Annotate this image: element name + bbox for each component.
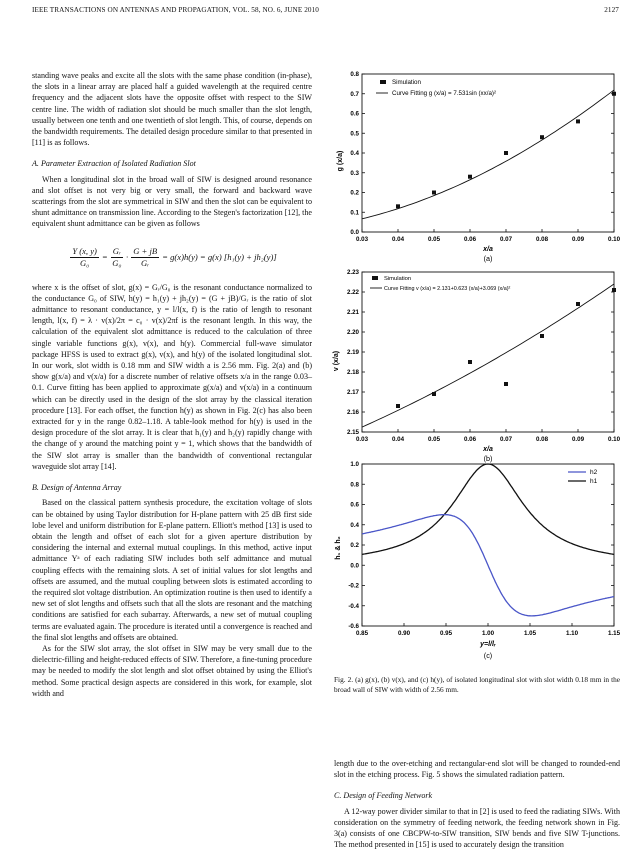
equation: $\frac{Y (x, y)}{\text{G₀}}$ = $\frac{\text{Gᵣ}}{\text{G₀}}$ · $\frac{G + jB}{\text{Gᵣ}}$ = g(x)h(y) = g(x) [h₁(y) + jh₂(y)] — [72, 245, 277, 269]
panel-label-b: (b) — [483, 454, 493, 463]
c-ytick-label: 0.0 — [350, 562, 359, 570]
c-ytick-label: -0.4 — [348, 602, 359, 610]
data-point-a — [504, 151, 508, 155]
ylabel-b: v (x/a) — [333, 350, 340, 372]
paragraph: length due to the over-etching and rectangular-end slot will be changed to rounded-end slot in the etching process. Fig. 5 shows the simulated radiation pattern. — [334, 759, 620, 780]
fit-curve-a — [362, 90, 614, 219]
data-point-b — [576, 302, 580, 306]
c-xtick-label: 1.10 — [565, 630, 579, 637]
figure-panel-c — [330, 456, 626, 666]
eq-rhs: = g(x)h(y) = g(x) [h₁(y) + jh₂(y)] — [162, 252, 277, 263]
b-xtick-label: 0.06 — [463, 436, 477, 443]
c-ytick-label: 0.4 — [350, 521, 359, 529]
b-ytick-label: 2.22 — [346, 289, 359, 297]
a-xtick-label: 0.06 — [463, 236, 477, 243]
section-heading-a: A. Parameter Extraction of Isolated Radiation Slot — [32, 159, 196, 169]
xlabel-b: x/a — [483, 446, 493, 453]
b-xtick-label: 0.10 — [607, 436, 621, 443]
a-xtick-label: 0.10 — [607, 236, 621, 243]
legend-b-line: Curve Fitting v (x/a) = 2.131+0.623 (x/a)+3.069 (x/a)² — [384, 286, 511, 292]
chart-b — [330, 266, 626, 464]
paragraph: Based on the classical pattern synthesis procedure, the excitation voltage of slots can be obtained by using Taylor distribution for H-plane pattern with 25 dB first side lobe level and uniform distribution for E-plane pattern. Elliott's method [13] is used to obtain the length and offset of each slot for a given aperture distribution by considering the internal and external mutual couplings. In this method, active input admittance Yᵃ of each radiating SIW includes both self admittance and mutual coupling effects with the remaining slots. A set of initial values for slot lengths and offsets are assumed, and the mutual coupling between slots is estimated according to the required slot voltage distribution. An optimization routine is then used to identify a new set of slot lengths and offsets such that all the slots are resonant and the matching conditions are satisfied for each subarray. Afterwards, a new set of mutual coupling terms are evaluated again. The procedure is iterated until a convergence is reached and the final slot lengths and offsets are obtained. — [32, 498, 312, 642]
b-ytick-label: 2.19 — [346, 349, 359, 357]
b-ytick-label: 2.23 — [346, 269, 359, 277]
a-xtick-label: 0.03 — [355, 236, 369, 243]
legend-h2: h2 — [590, 469, 598, 476]
paragraph: A 12-way power divider similar to that in [2] is used to feed the radiating SIWs. With consideration on the symmetry of feeding network, the feeding network shown in Fig. 3(a) consists of one CBCPW-to-SIW transition, SIW bends and five SIW T-junctions. The method presented in [15] is used to accurately design the transition — [334, 806, 620, 850]
paragraph: As for the SIW slot array, the slot offset in SIW may be very small due to the dielectric-filling and height-reduced effects of SIW. Therefore, a fine-tuning procedure may be needed to modify the slot length and slot offset obtained by using the Elliot's method. Some practical design aspects are considered in this work, for example, slot width and — [32, 643, 312, 698]
data-point-a — [396, 204, 400, 208]
legend-b-points: Simulation — [384, 276, 412, 282]
b-ytick-label: 2.17 — [346, 389, 359, 397]
data-point-b — [432, 392, 436, 396]
section-heading-b: B. Design of Antenna Array — [32, 483, 122, 493]
paragraph: where x is the offset of slot, g(x) = Gᵣ/G₀ is the resonant conductance normalized to the conductance G₀ of SIW, h(y) = h₁(y) + jh₂(y) = (G + jB)/Gᵣ is the ratio of slot admittance to resonant conductance, y = l/l(x, f) is the ratio of length to resonant length, l(x, f) = λ · v(x)/2π = c₀ · v(x)/2πf is the resonant length. In this way, the calculation of the equivalent slot admittance is reduced to the calculation of three single variable functions g(x), v(x), and h(y). Commercial full-wave simulator package HFSS is used to extract g(x), v(x), and h(y) of the isolated longitudinal slot. In our work, slot width is 0.18 mm and SIW width a is 2.56 mm. Fig. 2(a) and (b) show g(x/a) and v(x/a) for a discrete number of relative offsets x/a in the range 0.03–0.1. Curve fitting has been applied to approximate g(x/a) and v(x/a) in a continuum which can be directly used in the design of the slot array by the classical iteration procedure [13]. For each offset, the function h(y) as shown in Fig. 2(c) has also been extracted for y in the range 0.82–1.18. A table-look method for h(y) is used in the design procedure of the slot array. It is clear that h₁(y) and h₂(y) rapidly change with the change of y around the matching point y = 1, which shows that the bandwidth of the SIW slot array is smaller than the bandwidth of conventional rectangular waveguide slot array [14]. — [32, 282, 312, 471]
c-xtick-label: 1.15 — [607, 630, 621, 637]
figure-panel-b — [330, 266, 626, 464]
b-ytick-label: 2.15 — [346, 429, 359, 437]
data-point-a — [540, 135, 544, 139]
running-header — [32, 6, 619, 14]
a-ytick-label: 0.0 — [350, 229, 359, 237]
eq-lhs-numerator: Y (x, y) — [70, 246, 99, 258]
ylabel-a: g (x/a) — [337, 150, 344, 172]
data-point-b — [468, 360, 472, 364]
data-point-b — [540, 334, 544, 338]
c-xtick-label: 0.85 — [355, 630, 369, 637]
b-ytick-label: 2.21 — [346, 309, 359, 317]
a-ytick-label: 0.8 — [350, 71, 359, 79]
figure-caption: Fig. 2. (a) g(x), (b) v(x), and (c) h(y), of isolated longitudinal slot with slot width 0.18 mm in the broad wall of SIW with width of 2.56 mm. — [334, 675, 620, 694]
c-ytick-label: 1.0 — [350, 461, 359, 469]
chart-a — [330, 66, 626, 264]
a-xtick-label: 0.08 — [535, 236, 549, 243]
c-ytick-label: -0.2 — [348, 582, 359, 590]
a-xtick-label: 0.07 — [499, 236, 513, 243]
a-xtick-label: 0.04 — [391, 236, 405, 243]
a-ytick-label: 0.1 — [350, 209, 359, 217]
paragraph: When a longitudinal slot in the broad wall of SIW is designed around resonance and slot offset is not very big or very small, the forward and backward wave scatterings from the slot are symmetrical in SIW and then the slot can be equivalent to shunt admittance on transmission line. According to the Stegen's factorization [12], the equivalent shunt admittance can be given as follows — [32, 174, 312, 229]
b-xtick-label: 0.05 — [427, 436, 441, 443]
xlabel-c: y=l/lᵣ — [480, 641, 496, 648]
paragraph: standing wave peaks and excite all the slots with the same phase condition (in-phase), the slots in a linear array are placed half a guided wavelength at the required centre frequency and the adjacent slots have the opposite offset with respect to the SIW centre line. The width of radiation slot should be much smaller than the slot length, usually between one tenth and one twentieth of slot length. This, of course, depends on the bandwidth requirements. The detailed design procedure similar to that presented in [11] is as follows. — [32, 71, 312, 148]
b-xtick-label: 0.04 — [391, 436, 405, 443]
c-ytick-label: 0.6 — [350, 501, 359, 509]
b-ytick-label: 2.20 — [346, 329, 359, 337]
b-xtick-label: 0.07 — [499, 436, 513, 443]
a-xtick-label: 0.09 — [571, 236, 585, 243]
left-column — [32, 70, 312, 699]
panel-label-a: (a) — [483, 254, 493, 263]
b-ytick-label: 2.18 — [346, 369, 359, 377]
journal-header: IEEE TRANSACTIONS ON ANTENNAS AND PROPAGATION, VOL. 58, NO. 6, JUNE 2010 — [32, 6, 319, 14]
data-point-a — [468, 175, 472, 179]
figure-panel-a — [330, 66, 626, 264]
ylabel-c: h₁ & h₂ — [335, 536, 342, 560]
c-xtick-label: 0.90 — [397, 630, 411, 637]
section-heading-c: C. Design of Feeding Network — [334, 791, 433, 801]
legend-a-points: Simulation — [392, 79, 421, 86]
data-point-a — [612, 92, 616, 96]
eq-f1-denominator: G₀ — [112, 258, 122, 269]
c-ytick-label: 0.8 — [350, 481, 359, 489]
a-ytick-label: 0.7 — [350, 90, 359, 98]
b-ytick-label: 2.16 — [346, 409, 359, 417]
data-point-b — [504, 382, 508, 386]
c-xtick-label: 1.05 — [523, 630, 537, 637]
data-point-b — [396, 404, 400, 408]
data-point-b — [612, 288, 616, 292]
c-ytick-label: 0.2 — [350, 542, 359, 550]
chart-c — [330, 456, 626, 666]
c-xtick-label: 1.00 — [481, 630, 495, 637]
panel-label-c: (c) — [483, 651, 493, 660]
series-h2-line — [362, 515, 614, 616]
legend-a-line: Curve Fitting g (x/a) = 7.531sin (xx/a)² — [392, 90, 497, 97]
a-ytick-label: 0.5 — [350, 130, 359, 138]
c-ytick-label: -0.6 — [348, 623, 359, 631]
a-xtick-label: 0.05 — [427, 236, 441, 243]
legend-h1: h1 — [590, 478, 598, 485]
a-ytick-label: 0.3 — [350, 169, 359, 177]
b-xtick-label: 0.09 — [571, 436, 585, 443]
eq-f2-numerator: G + jB — [131, 246, 159, 258]
b-xtick-label: 0.03 — [355, 436, 369, 443]
series-h1-line — [362, 464, 614, 554]
eq-lhs-denominator: G₀ — [80, 258, 90, 269]
a-ytick-label: 0.2 — [350, 189, 359, 197]
xlabel-a: x/a — [483, 246, 493, 253]
a-ytick-label: 0.6 — [350, 110, 359, 118]
eq-f2-denominator: Gᵣ — [141, 258, 150, 269]
right-column — [334, 758, 620, 850]
data-point-a — [432, 191, 436, 195]
page-number: 2127 — [604, 6, 619, 14]
b-xtick-label: 0.08 — [535, 436, 549, 443]
a-ytick-label: 0.4 — [350, 150, 359, 158]
data-point-a — [576, 119, 580, 123]
eq-f1-numerator: Gᵣ — [111, 246, 123, 258]
c-xtick-label: 0.95 — [439, 630, 453, 637]
